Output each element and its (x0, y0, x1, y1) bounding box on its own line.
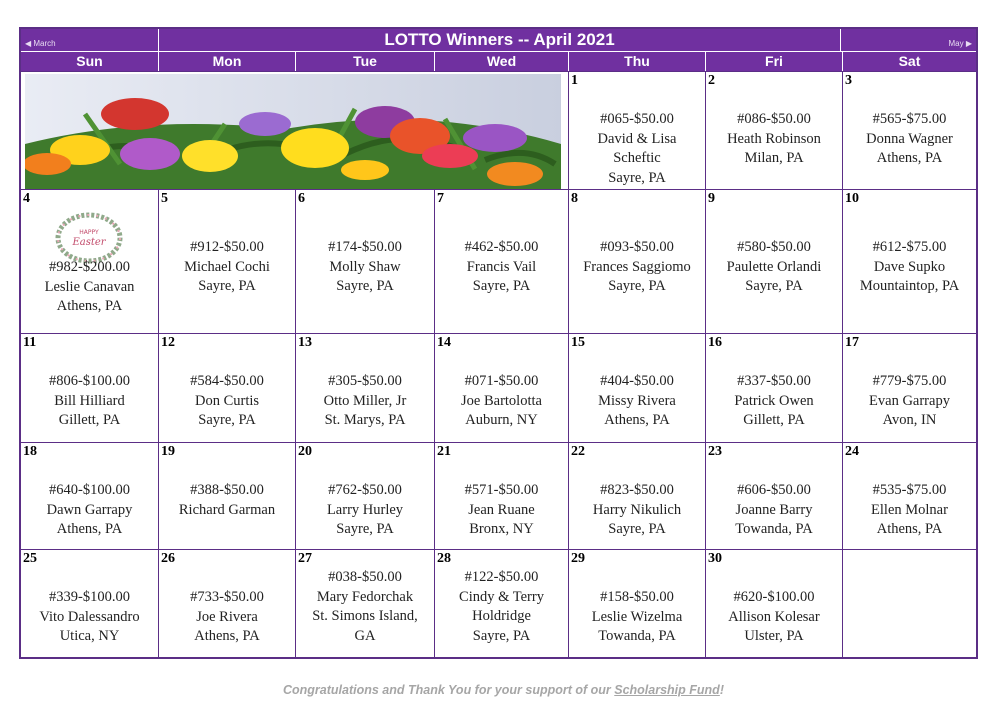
winner-entry (843, 110, 976, 169)
day-cell (705, 71, 842, 189)
day-cell (842, 71, 976, 189)
day-number: 1 (571, 73, 578, 88)
winner-location: Milan, PA (744, 150, 804, 166)
winner-name: Don Curtis (194, 392, 260, 409)
day-number: 16 (708, 335, 722, 350)
winner-name: Francis Vail (466, 258, 537, 275)
day-number: 15 (571, 335, 585, 350)
winner-name: Jean Ruane (468, 501, 535, 518)
winner-location: Sayre, PA (198, 412, 256, 428)
day-number: 10 (845, 191, 859, 206)
winner-entry (21, 258, 158, 317)
day-cell (158, 549, 295, 657)
winner-location: Sayre, PA (472, 627, 531, 644)
ticket-amount: #580-$50.00 (737, 239, 811, 255)
winner-name: Joe Rivera (196, 608, 258, 625)
day-cell (21, 549, 158, 657)
ticket-amount: #339-$100.00 (49, 589, 130, 605)
ticket-amount: #404-$50.00 (600, 373, 674, 389)
winner-location: Sayre, PA (472, 278, 531, 294)
day-cell (295, 549, 434, 657)
winner-name: Dave Supko (873, 258, 946, 275)
ticket-amount: #093-$50.00 (600, 239, 674, 255)
ticket-amount: #535-$75.00 (872, 482, 947, 498)
footer-text: Congratulations and Thank You for your support of our (283, 683, 615, 697)
ticket-amount: #806-$100.00 (49, 373, 130, 389)
winner-location: Utica, NY (59, 628, 120, 644)
prev-month-link[interactable]: ◀ March (25, 39, 56, 48)
winner-entry (569, 110, 705, 188)
winner-location: St. Simons Island, (312, 608, 418, 624)
day-cell (568, 189, 705, 333)
next-month-link[interactable]: May ▶ (948, 39, 972, 48)
winner-name: Evan Garrapy (869, 392, 950, 409)
weekday-sun: Sun (76, 53, 103, 69)
day-cell (705, 442, 842, 549)
day-number: 22 (571, 444, 585, 459)
day-cell (158, 189, 295, 333)
calendar-header (21, 29, 976, 52)
winner-name: Donna Wagner (866, 130, 953, 147)
winner-location: St. Marys, PA (324, 412, 406, 428)
footer-text-end: ! (719, 683, 724, 697)
day-cell (434, 549, 568, 657)
day-number: 13 (298, 335, 312, 350)
ticket-amount: #065-$50.00 (600, 111, 674, 127)
winner-name: Richard Garman (178, 501, 276, 518)
ticket-amount: #305-$50.00 (328, 373, 402, 389)
empty-day-cell (842, 549, 976, 657)
ticket-amount: #565-$75.00 (872, 111, 947, 127)
winner-name: Heath Robinson (727, 130, 821, 147)
winner-location: Gillett, PA (743, 412, 805, 428)
day-cell (295, 333, 434, 442)
day-number: 2 (708, 73, 715, 88)
day-cell (21, 333, 158, 442)
day-number: 25 (23, 551, 37, 566)
ticket-amount: #640-$100.00 (49, 482, 130, 498)
day-cell (568, 442, 705, 549)
winner-entry (296, 238, 434, 297)
winner-name: Leslie Canavan (44, 278, 135, 295)
winner-name: Frances Saggiomo (583, 258, 691, 275)
day-cell (705, 333, 842, 442)
day-number: 24 (845, 444, 859, 459)
day-cell (705, 189, 842, 333)
tulip-photo (21, 71, 568, 189)
day-number: 28 (437, 551, 451, 566)
day-cell (434, 442, 568, 549)
day-cell (842, 333, 976, 442)
ticket-amount: #158-$50.00 (600, 589, 674, 605)
easter-wreath-image (54, 212, 124, 264)
winner-location: Sayre, PA (608, 278, 666, 294)
winner-location: Bronx, NY (469, 521, 534, 537)
day-cell (568, 71, 705, 189)
winner-entry (159, 372, 295, 431)
winner-entry (843, 238, 976, 297)
winner-location: Towanda, PA (598, 628, 676, 644)
day-cell (295, 189, 434, 333)
ticket-amount: #337-$50.00 (737, 373, 811, 389)
day-cell (705, 549, 842, 657)
winner-entry (21, 588, 158, 647)
calendar (19, 27, 978, 659)
winner-entry (296, 568, 434, 646)
winner-location: Athens, PA (604, 412, 670, 428)
day-cell (842, 189, 976, 333)
weekday-mon: Mon (158, 52, 295, 71)
winner-entry (435, 372, 568, 431)
winner-location: Athens, PA (876, 521, 943, 537)
day-number: 21 (437, 444, 451, 459)
day-cell (21, 189, 158, 333)
winner-location: Athens, PA (194, 628, 260, 644)
day-number: 11 (23, 335, 37, 350)
calendar-grid (21, 71, 976, 657)
day-number: 14 (437, 335, 451, 350)
winner-name: Larry Hurley (326, 501, 404, 518)
ticket-amount: #584-$50.00 (190, 373, 264, 389)
winner-location: Athens, PA (876, 150, 943, 166)
day-number: 9 (708, 191, 715, 206)
winner-name: Leslie Wizelma (591, 608, 683, 625)
ticket-amount: #071-$50.00 (464, 373, 539, 389)
day-number: 18 (23, 444, 37, 459)
winner-location: Mountaintop, PA (859, 278, 960, 294)
weekday-thu: Thu (568, 52, 705, 71)
day-number: 3 (845, 73, 852, 88)
ticket-amount: #912-$50.00 (190, 239, 264, 255)
ticket-amount: #779-$75.00 (872, 373, 947, 389)
ticket-amount: #620-$100.00 (733, 589, 815, 605)
weekday-tue: Tue (295, 52, 434, 71)
winner-location-cont: GA (354, 627, 376, 644)
day-number: 26 (161, 551, 175, 566)
day-cell (158, 333, 295, 442)
winner-name-cont: Scheftic (613, 150, 661, 166)
ticket-amount: #086-$50.00 (737, 111, 811, 127)
day-number: 20 (298, 444, 312, 459)
winner-entry (706, 481, 842, 540)
winner-entry (21, 481, 158, 540)
winner-entry (706, 372, 842, 431)
day-number: 17 (845, 335, 859, 350)
winner-location: Sayre, PA (608, 169, 666, 186)
footer-message (0, 683, 1007, 697)
winner-entry (706, 238, 842, 297)
ticket-amount: #823-$50.00 (600, 482, 674, 498)
day-number: 12 (161, 335, 175, 350)
ticket-amount: #733-$50.00 (190, 589, 264, 605)
winner-name: Vito Dalessandro (39, 608, 140, 625)
scholarship-fund-link[interactable]: Scholarship Fund (614, 683, 720, 697)
day-number: 30 (708, 551, 722, 566)
day-number: 6 (298, 191, 305, 206)
winner-entry (843, 481, 976, 540)
ticket-amount: #038-$50.00 (328, 569, 402, 585)
winner-location: Sayre, PA (336, 278, 394, 294)
winner-entry (159, 481, 295, 520)
ticket-amount: #462-$50.00 (464, 239, 539, 255)
winner-location: Sayre, PA (608, 521, 666, 537)
winner-name: Joanne Barry (735, 501, 813, 518)
day-cell (568, 549, 705, 657)
calendar-title: LOTTO Winners -- April 2021 (158, 29, 841, 51)
winner-name: Cindy & Terry (459, 588, 544, 605)
ticket-amount: #388-$50.00 (190, 482, 264, 498)
winner-entry (435, 568, 568, 646)
winner-name: Allison Kolesar (728, 608, 820, 625)
weekday-fri: Fri (705, 52, 842, 71)
day-cell (568, 333, 705, 442)
day-cell (21, 442, 158, 549)
day-cell (295, 442, 434, 549)
winner-location: Athens, PA (56, 521, 123, 537)
winner-entry (435, 481, 568, 540)
tulip-bouquet-image (25, 74, 561, 189)
weekday-header (21, 52, 976, 71)
winner-entry (159, 238, 295, 297)
winner-name: Molly Shaw (329, 258, 401, 275)
winner-location: Sayre, PA (745, 278, 803, 294)
day-number: 5 (161, 191, 168, 206)
day-number: 23 (708, 444, 722, 459)
winner-location: Sayre, PA (198, 278, 256, 294)
ticket-amount: #982-$200.00 (49, 259, 130, 275)
winner-name: Paulette Orlandi (726, 258, 822, 275)
winner-name: Missy Rivera (598, 392, 676, 409)
winner-name: Michael Cochi (184, 258, 270, 275)
winner-entry (21, 372, 158, 431)
winner-name: Otto Miller, Jr (323, 392, 407, 409)
day-cell (158, 442, 295, 549)
ticket-amount: #571-$50.00 (464, 482, 539, 498)
winner-entry (843, 372, 976, 431)
winner-entry (569, 238, 705, 297)
weekday-sat: Sat (842, 52, 976, 71)
winner-entry (569, 481, 705, 540)
easter-badge-line1: HAPPY (79, 229, 99, 236)
day-number: 7 (437, 191, 444, 206)
winner-location: Gillett, PA (58, 412, 121, 428)
day-number: 29 (571, 551, 585, 566)
winner-entry (706, 110, 842, 169)
ticket-amount: #762-$50.00 (328, 482, 402, 498)
winner-name: Harry Nikulich (592, 501, 682, 518)
winner-location: Towanda, PA (735, 521, 813, 537)
day-number: 27 (298, 551, 312, 566)
winner-name-cont: Holdridge (472, 608, 531, 624)
winner-name: Patrick Owen (734, 392, 814, 409)
day-cell (434, 333, 568, 442)
day-number: 4 (23, 191, 30, 206)
winner-name: Ellen Molnar (871, 501, 948, 518)
winner-entry (569, 588, 705, 647)
winner-name: Dawn Garrapy (46, 501, 133, 518)
easter-badge-line2: Easter (72, 237, 106, 248)
winner-name: Mary Fedorchak (316, 588, 414, 605)
day-cell (842, 442, 976, 549)
winner-location: Sayre, PA (336, 521, 394, 537)
winner-location: Ulster, PA (744, 628, 804, 644)
winner-location: Athens, PA (56, 298, 123, 314)
ticket-amount: #174-$50.00 (328, 239, 402, 255)
day-number: 8 (571, 191, 578, 206)
winner-location: Avon, IN (882, 412, 937, 428)
winner-entry (296, 481, 434, 540)
ticket-amount: #612-$75.00 (872, 239, 947, 255)
winner-name: David & Lisa (597, 130, 677, 147)
winner-entry (569, 372, 705, 431)
ticket-amount: #122-$50.00 (464, 569, 539, 585)
winner-name: Joe Bartolotta (461, 392, 542, 409)
day-cell (434, 189, 568, 333)
weekday-wed: Wed (434, 52, 568, 71)
day-number: 19 (161, 444, 175, 459)
winner-entry (159, 588, 295, 647)
winner-name: Bill Hilliard (54, 392, 125, 409)
ticket-amount: #606-$50.00 (737, 482, 811, 498)
winner-entry (435, 238, 568, 297)
winner-location: Auburn, NY (465, 412, 538, 428)
winner-entry (296, 372, 434, 431)
winner-entry (706, 588, 842, 647)
